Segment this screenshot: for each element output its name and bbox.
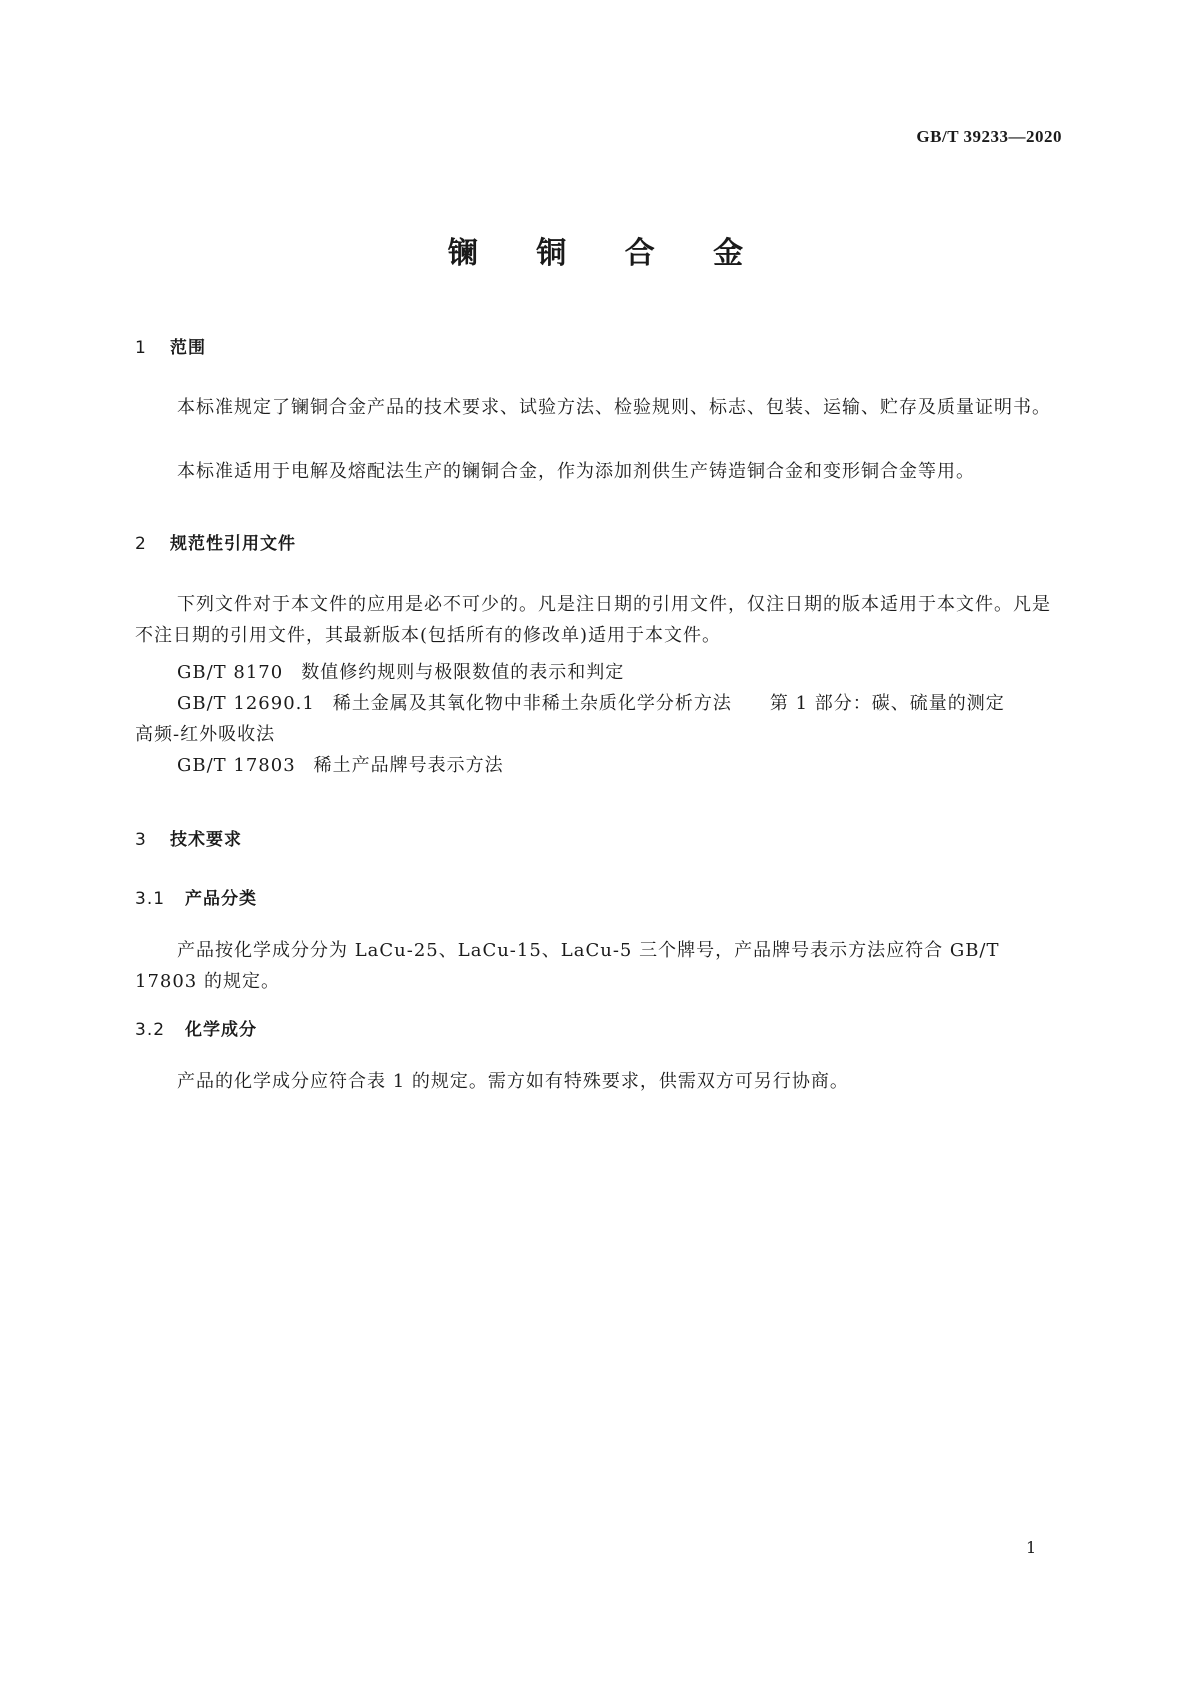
section-3-1-paragraph: 产品按化学成分分为 LaCu-25、LaCu-15、LaCu-5 三个牌号，产品牌号表示方法应符合 GB/T 17803 的规定。 — [135, 940, 1000, 992]
section-1-heading — [135, 333, 206, 358]
section-1-paragraph-1: 本标准规定了镧铜合金产品的技术要求、试验方法、检验规则、标志、包装、运输、贮存及质量证明书。 — [177, 397, 1051, 418]
reference-title: 稀土产品牌号表示方法 — [313, 755, 504, 776]
reference-continuation: 高频-红外吸收法 — [135, 724, 276, 745]
reference-item — [177, 751, 504, 777]
section-1-paragraph-2: 本标准适用于电解及熔配法生产的镧铜合金，作为添加剂供生产铸造铜合金和变形铜合金等用。 — [177, 461, 975, 482]
reference-item — [177, 689, 1005, 715]
standard-code: GB/T 39233—2020 — [916, 127, 1062, 146]
section-2-paragraph-1: 下列文件对于本文件的应用是必不可少的。凡是注日期的引用文件，仅注日期的版本适用于本文件。凡是不注日期的引用文件，其最新版本(包括所有的修改单)适用于本文件。 — [135, 594, 1051, 646]
reference-title: 稀土金属及其氧化物中非稀土杂质化学分析方法 第 1 部分：碳、硫量的测定 — [332, 693, 1005, 714]
reference-code: GB/T 17803 — [177, 755, 296, 776]
reference-code: GB/T 8170 — [177, 662, 284, 683]
section-number: 3 — [135, 830, 147, 850]
section-title: 产品分类 — [185, 889, 257, 909]
section-number: 3.1 — [135, 889, 166, 909]
section-title: 范围 — [170, 338, 206, 358]
section-title: 技术要求 — [170, 830, 242, 850]
section-3-heading — [135, 825, 242, 850]
reference-code: GB/T 12690.1 — [177, 693, 315, 714]
section-number: 2 — [135, 534, 147, 554]
section-title: 规范性引用文件 — [170, 534, 296, 554]
section-3-2-paragraph: 产品的化学成分应符合表 1 的规定。需方如有特殊要求，供需双方可另行协商。 — [177, 1071, 849, 1092]
reference-item — [177, 658, 624, 684]
document-title: 镧 铜 合 金 — [447, 236, 768, 271]
section-3-1-heading — [135, 884, 257, 909]
section-3-2-heading — [135, 1015, 257, 1040]
section-number: 1 — [135, 338, 147, 358]
section-number: 3.2 — [135, 1020, 166, 1040]
reference-title: 数值修约规则与极限数值的表示和判定 — [301, 662, 625, 683]
section-2-heading — [135, 529, 296, 554]
section-title: 化学成分 — [185, 1020, 257, 1040]
page-number: 1 — [1026, 1538, 1037, 1557]
